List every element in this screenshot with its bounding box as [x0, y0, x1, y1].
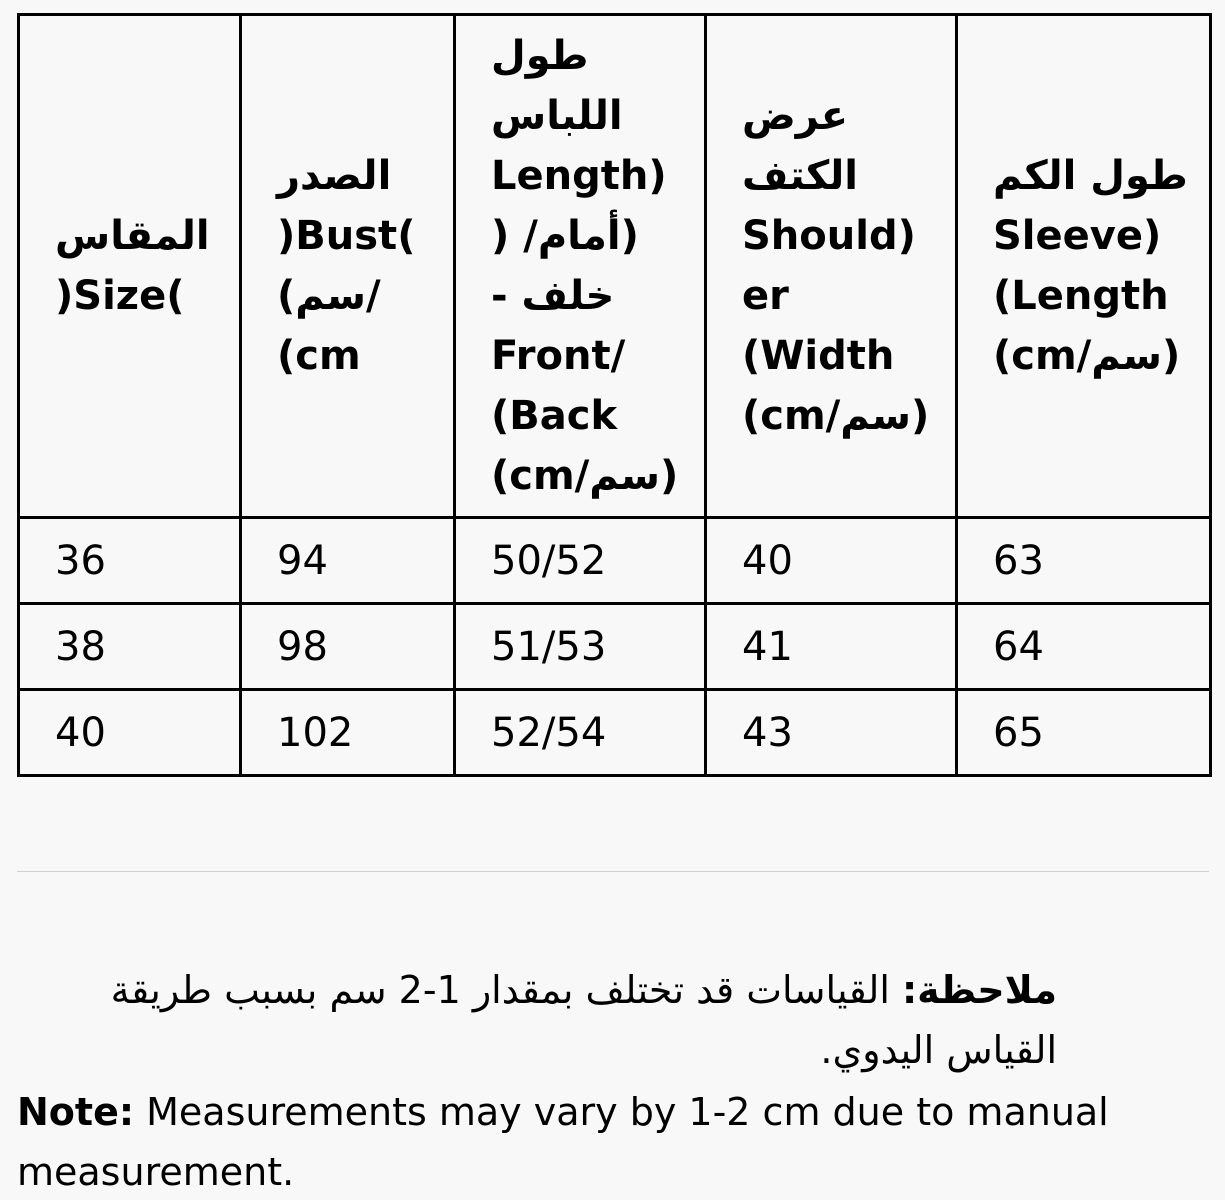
- note-english-label: Note:: [17, 1090, 135, 1134]
- table-row: [19, 518, 1211, 604]
- note-english: [17, 1082, 1207, 1200]
- header-sleeve-length: طول الكم Sleeve) (Length (cm/سم): [957, 15, 1211, 518]
- note-arabic-label: ملاحظة:: [901, 968, 1057, 1012]
- note-arabic-text: القياسات قد تختلف بمقدار 1-2 سم بسبب طريقة القياس اليدوي.: [110, 968, 1057, 1072]
- note-arabic: [17, 960, 1057, 1080]
- header-shoulder-width: عرض الكتف Should) er (Width (cm/سم): [706, 15, 957, 518]
- header-size: المقاس (Size): [19, 15, 241, 518]
- cell-length: 50/52: [455, 518, 706, 604]
- cell-bust: 94: [241, 518, 455, 604]
- size-table: [17, 13, 1212, 777]
- cell-shoulder-width: 40: [706, 518, 957, 604]
- note-english-text: Measurements may vary by 1-2 cm due to manual measurement.: [17, 1090, 1109, 1194]
- table-header-row: [19, 15, 1211, 518]
- cell-sleeve-length: 63: [957, 518, 1211, 604]
- cell-length: 51/53: [455, 604, 706, 690]
- cell-bust: 98: [241, 604, 455, 690]
- cell-sleeve-length: 64: [957, 604, 1211, 690]
- table-row: [19, 690, 1211, 776]
- cell-sleeve-length: 65: [957, 690, 1211, 776]
- cell-size: 40: [19, 690, 241, 776]
- header-length: طول اللباس Length) (أمام/ ( خلف - Front/ (Back (cm/سم): [455, 15, 706, 518]
- table-row: [19, 604, 1211, 690]
- divider: [17, 871, 1209, 872]
- cell-shoulder-width: 41: [706, 604, 957, 690]
- cell-size: 38: [19, 604, 241, 690]
- cell-bust: 102: [241, 690, 455, 776]
- cell-length: 52/54: [455, 690, 706, 776]
- header-bust: الصدر (Bust) /سم) (cm: [241, 15, 455, 518]
- cell-shoulder-width: 43: [706, 690, 957, 776]
- cell-size: 36: [19, 518, 241, 604]
